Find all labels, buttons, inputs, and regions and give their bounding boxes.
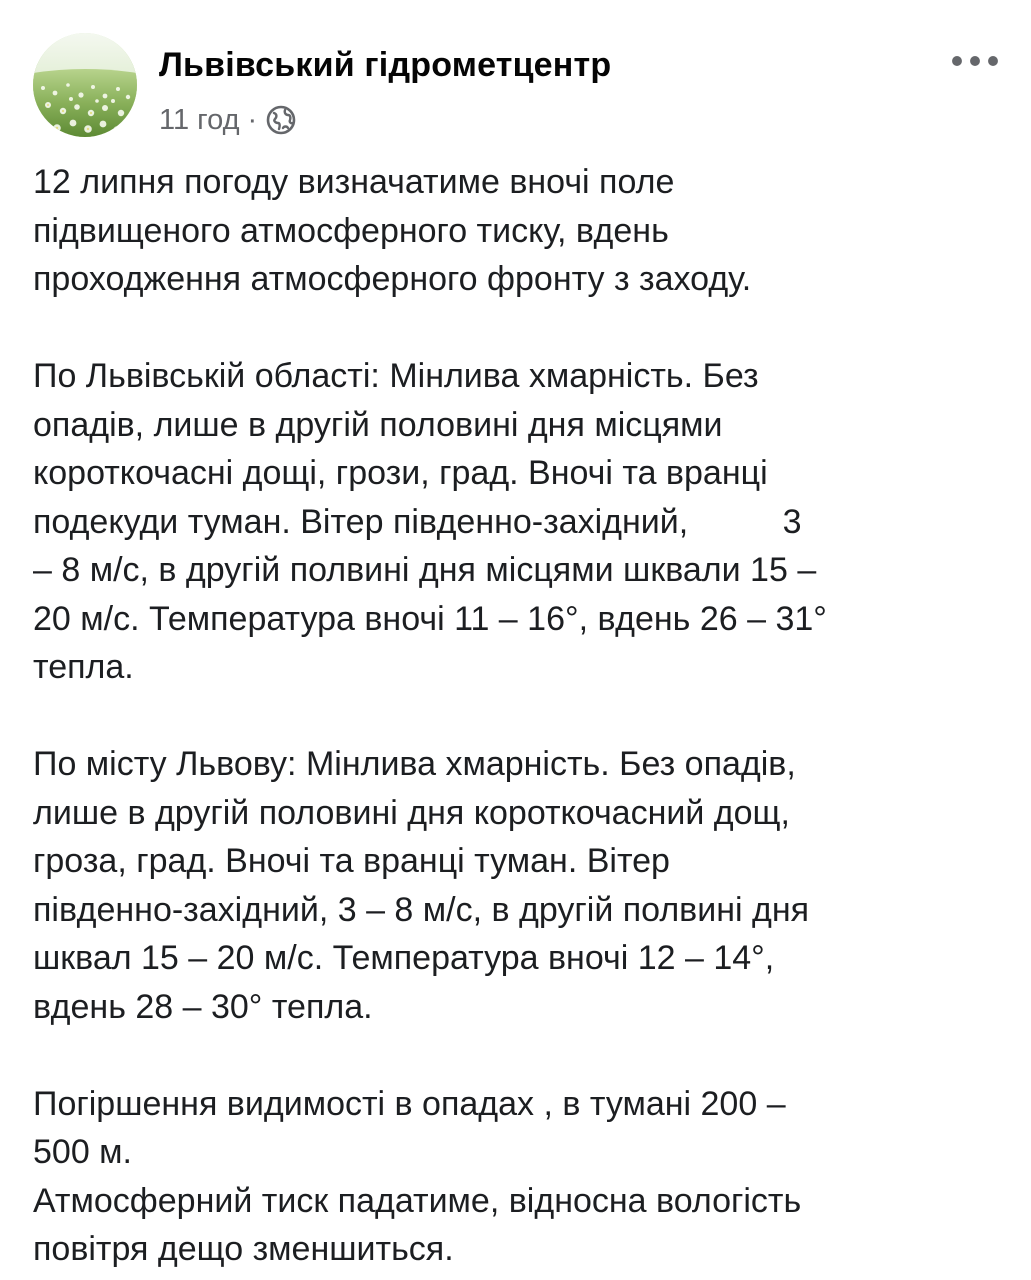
post-paragraph-region: По Львівській області: Мінлива хмарність. Без опадів, лише в другій половині дня місцями короткочасні дощі, грози, град. Вночі та вранці подекуди туман. Вітер південно-західний, 3 – 8 м/с, в другій полвині дня місцями шквали 15 – 20 м/с. Температура вночі 11 – 16°, вдень 26 – 31° тепла. — [33, 357, 827, 686]
post-paragraph-city: По місту Львову: Мінлива хмарність. Без опадів, лише в другій половині дня короткочасний дощ, гроза, град. Вночі та вранці туман. Вітер південно-західний, 3 – 8 м/с, в другій полвині дня шквал 15 – 20 м/с. Температура вночі 12 – 14°, вдень 28 – 30° тепла. — [33, 745, 810, 1026]
post-paragraph-visibility: Погіршення видимості в опадах , в тумані 200 – 500 м. Атмосферний тиск падатиме, відносна вологість повітря дещо зменшиться. — [33, 1084, 802, 1268]
post-text — [33, 158, 993, 1274]
field-flowers-avatar-icon — [33, 33, 137, 137]
globe-icon — [265, 104, 297, 136]
meta-separator: · — [247, 103, 258, 136]
post-meta — [159, 100, 297, 140]
post-paragraph-intro: 12 липня погоду визначатиме вночі поле підвищеного атмосферного тиску, вдень проходження атмосферного фронту з заходу. — [33, 163, 752, 298]
post-timestamp[interactable]: 11 год — [159, 103, 240, 136]
more-options-icon[interactable] — [945, 44, 1005, 78]
page-avatar[interactable] — [33, 33, 137, 137]
page-name[interactable]: Львівський гідрометцентр — [159, 46, 612, 84]
